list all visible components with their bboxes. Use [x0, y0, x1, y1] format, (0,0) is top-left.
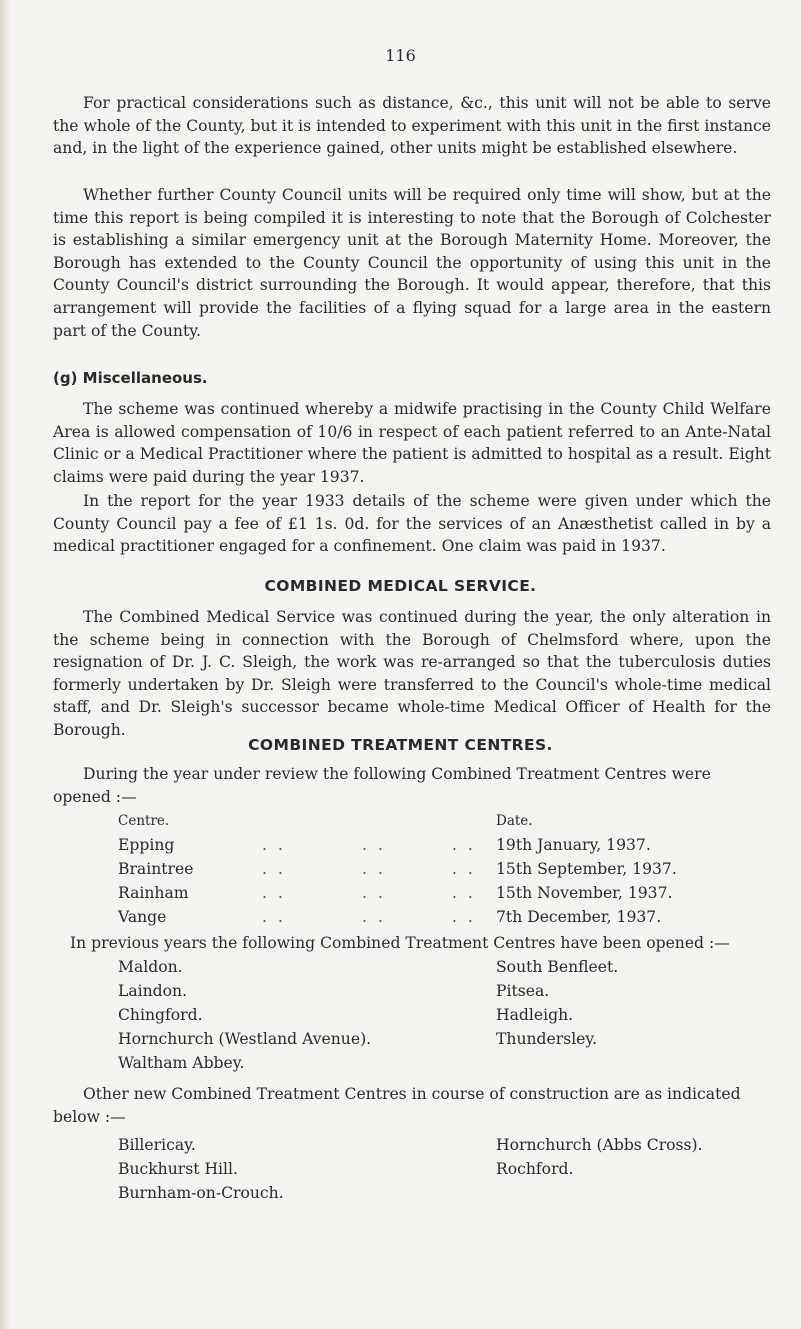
paragraph-distance: For practical considerations such as distance, &c., this unit will not be able to serve the whole of the County, but it is intended to experiment with this unit in the first instance and, in the light of the experience gained, other units might be established elsewhere.: [53, 94, 771, 158]
leader-dots: . .: [262, 860, 286, 878]
leader-dots: . .: [362, 836, 386, 854]
combined-treatment-centres-heading: COMBINED TREATMENT CENTRES.: [248, 736, 553, 754]
list-item: Waltham Abbey.: [118, 1054, 245, 1072]
paragraph-colchester-unit: Whether further County Council units will be required only time will show, but at the time this report is being compiled it is interesting to note that the Borough of Colchester is establishing a similar emergency unit at the Borough Maternity Home. Moreover, the Borough has extended to the County Council the opportunity of using this unit in the County Council's district surrounding the Borough. It would appear, therefore, that this arrangement will provide the facilities of a flying squad for a large area in the eastern part of the County.: [53, 186, 771, 340]
column-header-date: Date.: [496, 813, 533, 829]
page-number: 116: [385, 46, 416, 65]
table-row-centre: Rainham: [118, 884, 189, 902]
combined-medical-service-heading: COMBINED MEDICAL SERVICE.: [264, 577, 537, 595]
leader-dots: . .: [262, 836, 286, 854]
list-item: Burnham-on-Crouch.: [118, 1184, 284, 1202]
paragraph-opened-line2: opened :—: [53, 788, 137, 806]
column-header-centre: Centre.: [118, 813, 170, 829]
leader-dots: . .: [362, 860, 386, 878]
list-item: Hornchurch (Westland Avenue).: [118, 1030, 372, 1048]
leader-dots: . .: [452, 884, 476, 902]
paragraph-midwife-compensation: The scheme was continued whereby a midwife practising in the County Child Welfare Area is allowed compensation of 10/6 in respect of each patient referred to an Ante-Natal Clinic or a Medical Practitioner where the patient is admitted to hospital as a result. Eight claims were paid during the year 1937.: [53, 400, 771, 486]
leader-dots: . .: [262, 884, 286, 902]
paragraph-previous-centres: In previous years the following Combined Treatment Centres have been opened :—: [70, 934, 730, 952]
list-item: Pitsea.: [496, 982, 550, 1000]
page-edge-shadow: [0, 0, 10, 1329]
paragraph-combined-medical-service: The Combined Medical Service was continued during the year, the only alteration in the scheme being in connection with the Borough of Chelmsford where, upon the resignation of Dr. J. C. Sleigh, the work was re-arranged so that the tuberculosis duties formerly undertaken by Dr. Sleigh were transferred to the Council's whole-time medical staff, and Dr. Sleigh's successor became whole-time Medical Officer of Health for the Borough.: [53, 608, 771, 739]
list-item: Buckhurst Hill.: [118, 1160, 238, 1178]
list-item: Hadleigh.: [496, 1006, 574, 1024]
list-item: Maldon.: [118, 958, 183, 976]
miscellaneous-heading: (g) Miscellaneous.: [53, 369, 208, 387]
list-item: Chingford.: [118, 1006, 203, 1024]
table-row-centre: Vange: [118, 908, 167, 926]
table-row-centre: Braintree: [118, 860, 194, 878]
leader-dots: . .: [452, 860, 476, 878]
leader-dots: . .: [452, 908, 476, 926]
list-item: South Benfleet.: [496, 958, 619, 976]
paragraph-anaesthetist-fee: In the report for the year 1933 details of the scheme were given under which the County Council pay a fee of £1 1s. 0d. for the services of an Anæsthetist called in by a medical practitioner engaged for a confinement. One claim was paid in 1937.: [53, 492, 771, 556]
leader-dots: . .: [262, 908, 286, 926]
leader-dots: . .: [452, 836, 476, 854]
table-row-date: 15th September, 1937.: [496, 860, 677, 878]
paragraph-opened-line1: During the year under review the following Combined Treatment Centres were: [83, 765, 711, 783]
leader-dots: . .: [362, 884, 386, 902]
list-item: Thundersley.: [496, 1030, 598, 1048]
list-item: Hornchurch (Abbs Cross).: [496, 1136, 703, 1154]
table-row-date: 19th January, 1937.: [496, 836, 651, 854]
paragraph-construction-line1: Other new Combined Treatment Centres in course of construction are as indicated: [83, 1085, 741, 1103]
table-row-centre: Epping: [118, 836, 175, 854]
table-row-date: 7th December, 1937.: [496, 908, 662, 926]
paragraph-construction-line2: below :—: [53, 1108, 126, 1126]
list-item: Rochford.: [496, 1160, 574, 1178]
list-item: Billericay.: [118, 1136, 196, 1154]
list-item: Laindon.: [118, 982, 188, 1000]
leader-dots: . .: [362, 908, 386, 926]
table-row-date: 15th November, 1937.: [496, 884, 673, 902]
